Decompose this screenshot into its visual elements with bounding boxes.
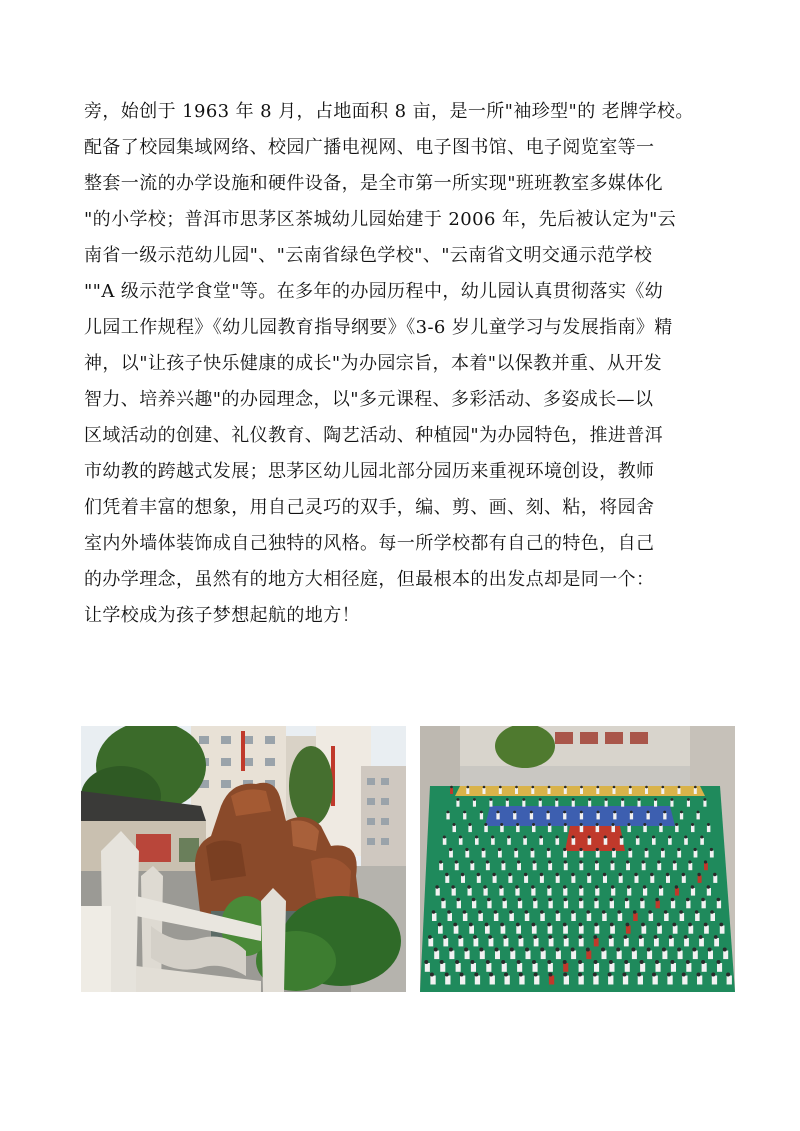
text-line: 区域活动的创建、礼仪教育、陶艺活动、种植园"为办园特色，推进普洱	[84, 425, 664, 446]
text-line: 们凭着丰富的想象，用自己灵巧的双手，编、剪、画、刻、粘，将园舍	[84, 497, 655, 518]
campus-rockery-garden-icon	[81, 726, 406, 992]
text-line: 南省一级示范幼儿园"、"云南省绿色学校"、"云南省文明交通示范学校	[84, 245, 653, 266]
text-line: 整套一流的办学设施和硬件设备，是全市第一所实现"班班教室多媒体化	[84, 173, 664, 194]
campus-rockery-garden-photo	[81, 726, 406, 992]
text-line: ""A 级示范学食堂"等。在多年的办园历程中，幼儿园认真贯彻落实《幼	[84, 281, 664, 302]
text-line: 旁，始创于 1963 年 8 月，占地面积 8 亩，是一所"袖珍型"的 老牌学校。	[84, 101, 694, 122]
text-line: 市幼教的跨越式发展；思茅区幼儿园北部分园历来重视环境创设，教师	[84, 461, 655, 482]
text-line: 儿园工作规程》《幼儿园教育指导纲要》《3-6 岁儿童学习与发展指南》精	[84, 317, 673, 338]
students-assembly-courtyard-photo	[420, 726, 735, 992]
students-assembly-courtyard-icon	[420, 726, 735, 992]
text-line: 配备了校园集域网络、校园广播电视网、电子图书馆、电子阅览室等一	[84, 137, 655, 158]
body-text	[84, 94, 724, 634]
text-line: 的办学理念，虽然有的地方大相径庭，但最根本的出发点却是同一个：	[84, 569, 655, 590]
text-line: 室内外墙体装饰成自己独特的风格。每一所学校都有自己的特色，自己	[84, 533, 655, 554]
text-line: "的小学校；普洱市思茅区茶城幼儿园始建于 2006 年，先后被认定为"云	[84, 209, 677, 230]
text-line: 神，以"让孩子快乐健康的成长"为办园宗旨，本着"以保教并重、从开发	[84, 353, 663, 374]
text-line: 智力、培养兴趣"的办园理念，以"多元课程、多彩活动、多姿成长—以	[84, 389, 654, 410]
text-line: 让学校成为孩子梦想起航的地方！	[84, 605, 360, 626]
